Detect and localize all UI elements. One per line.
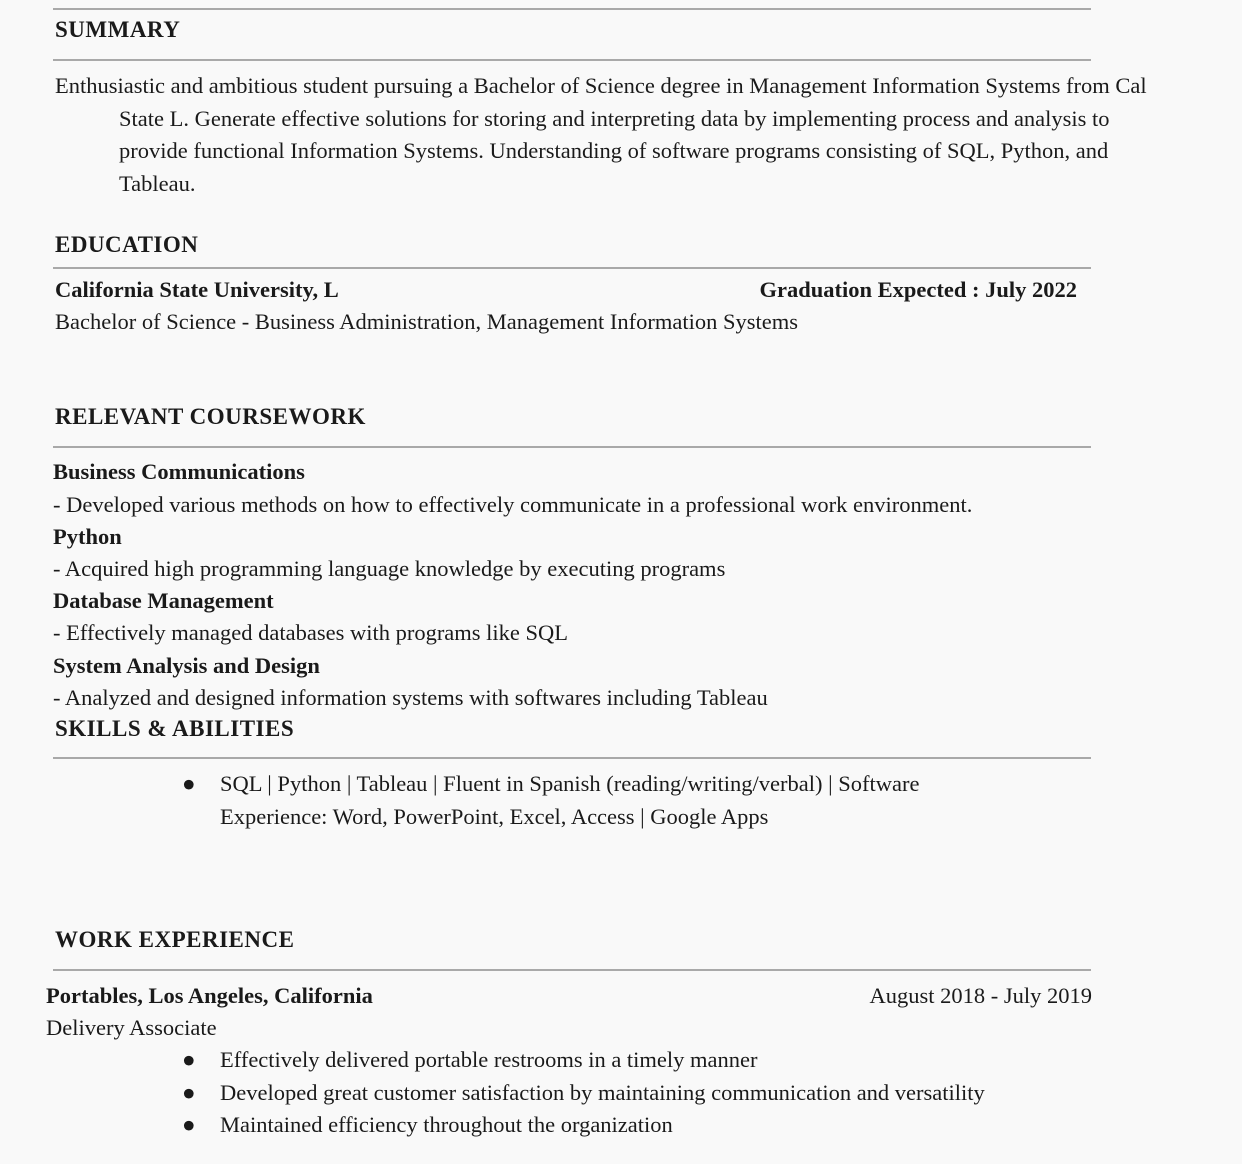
coursework-heading: RELEVANT COURSEWORK bbox=[55, 404, 366, 429]
course-description: - Effectively managed databases with programs like SQL bbox=[53, 620, 569, 645]
bullet-icon: ● bbox=[182, 1112, 196, 1137]
work-divider bbox=[53, 969, 1091, 971]
coursework-divider bbox=[53, 446, 1091, 448]
duty-text: Effectively delivered portable restrooms in a timely manner bbox=[220, 1047, 758, 1072]
duty-text: Maintained efficiency throughout the organization bbox=[220, 1112, 673, 1137]
company-name: Portables, Los Angeles, California bbox=[46, 983, 373, 1008]
list-item bbox=[182, 768, 919, 833]
top-divider bbox=[53, 8, 1091, 10]
list-item bbox=[182, 1044, 985, 1077]
school-name: California State University, L bbox=[55, 277, 339, 302]
course-title: System Analysis and Design bbox=[53, 653, 320, 678]
job-title: Delivery Associate bbox=[46, 1015, 217, 1040]
skills-divider bbox=[53, 757, 1091, 759]
graduation-date: Graduation Expected : July 2022 bbox=[759, 277, 1077, 302]
education-divider bbox=[53, 267, 1091, 269]
course-description: - Analyzed and designed information systems with softwares including Tableau bbox=[53, 685, 768, 710]
summary-text: Enthusiastic and ambitious student pursuing a Bachelor of Science degree in Management Information Systems from Cal State L. Generate effective solutions for storing and interpreting data by implementing process and analysis to provide functional Information Systems. Understanding of software programs consisting of SQL, Python, and Tableau. bbox=[55, 73, 1147, 196]
course-title: Business Communications bbox=[53, 459, 305, 484]
course-title: Database Management bbox=[53, 588, 274, 613]
employment-dates: August 2018 - July 2019 bbox=[869, 983, 1092, 1008]
summary-divider bbox=[53, 59, 1091, 61]
skills-text: SQL | Python | Tableau | Fluent in Spanish (reading/writing/verbal) | Software Experience: Word, PowerPoint, Excel, Access | Google Apps bbox=[220, 771, 920, 829]
duty-text: Developed great customer satisfaction by maintaining communication and versatility bbox=[220, 1079, 985, 1105]
work-heading: WORK EXPERIENCE bbox=[55, 927, 295, 952]
work-duties-list bbox=[182, 1044, 985, 1142]
skills-list bbox=[182, 768, 919, 833]
bullet-icon: ● bbox=[182, 1079, 196, 1105]
list-item bbox=[182, 1077, 985, 1110]
list-item bbox=[182, 1109, 985, 1142]
summary-heading: SUMMARY bbox=[55, 17, 181, 42]
course-title: Python bbox=[53, 524, 122, 549]
skills-heading: SKILLS & ABILITIES bbox=[55, 716, 295, 741]
course-description: - Acquired high programming language knowledge by executing programs bbox=[53, 556, 726, 581]
bullet-icon: ● bbox=[182, 771, 196, 796]
education-heading: EDUCATION bbox=[55, 232, 199, 257]
course-description: - Developed various methods on how to effectively communicate in a professional work environment. bbox=[53, 492, 973, 517]
degree-text: Bachelor of Science - Business Administration, Management Information Systems bbox=[55, 309, 798, 334]
bullet-icon: ● bbox=[182, 1047, 196, 1072]
